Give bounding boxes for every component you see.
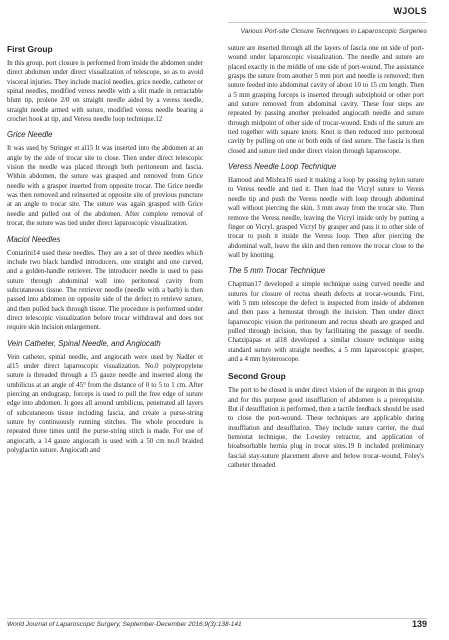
- grice-needle-paragraph: It was used by Stringer et al15 It was inserted into the abdomen at an angle by the side of trocar site to close. Then under direct telescopic vision the needle was placed through both peritoneum and fascia. Within abdomen, the suture was grasped and removed from Grice needle with a grasper inserted from opposite trocar. The Grice needle was then removed and reinserted at opposite site of previous puncture at an angle to trocar site. The suture was again grasped with Grice needle and pulled out of the abdomen. After complete removal of trocar, the suture was tied under direct laparoscopic visualization.: [7, 145, 203, 228]
- journal-abbreviation: WJOLS: [393, 6, 427, 16]
- angiocath-continuation-paragraph: suture are inserted through all the layers of fascia one on side of port-wound under laparoscopic visualization. The needle and suture are placed exactly in the middle of one side of port-wound. The assistance grasps the suture from another 5 mm port and needle is removed; then suture feeded into abdominal cavity of about 10 to 15 cm length. Then a 5 mm grasping forceps is inserted through subxiphoid or other port and suture removed from abdominal cavity. These four steps are repeated by passing another preloaded angiocath needle and suture through midpoint of other side of trocar-wound. Ends of the suture are tied together with square knots. Knot is then reduced into peritoneal cavity by pulling on one or both ends of tied suture. The fascia is then closed and suture tied under direct vision through laparoscope.: [228, 45, 424, 155]
- vein-catheter-heading: Vein Catheter, Spinal Needle, and Angiocath: [7, 338, 161, 348]
- right-column: [228, 44, 424, 470]
- five-mm-trocar-heading: The 5 mm Trocar Technique: [228, 266, 326, 276]
- footer-citation: World Journal of Laparoscopic Surgery, September-December 2016;9(3):138-141: [7, 621, 242, 628]
- second-group-paragraph: The port to be closed is under direct vision of the surgeon in this group and for this purpose good insufflation of abdomen is a prerequisite. But if desufflation is performed, then a tactile feedback should be used to close the port-wound. These techniques are applicable during insufflation and desufflation. They include suture carrier, the dual hemostat technique, the Lowsley retractor, and application of bioabsorbable hernia plug in trocar sites.19 It included preliminary fascial stay-suture placement above and below trocar-wound, Foley's catheter threaded: [228, 387, 424, 470]
- page-number: 139: [411, 619, 427, 629]
- footer-rule: [7, 618, 427, 619]
- grice-needle-heading: Grice Needle: [7, 130, 53, 140]
- vein-catheter-paragraph: Vein catheter, spinal needle, and angiocath were used by Nadler et al15 under direct laparoscopic visualization. No.0 polypropylene suture is threaded through a 15 gauze needle and inserted along the umbilicus at an angle of 45° from the distance of 0 to 5 to 1 cm. After piercing an endograsp, forceps is used to pull the free edge of suture edge into abdomen. It goes all around umbilicus, penetrated all layers of subcutaneous tissue including fascia, and create a purse-string suture by continuously running stitches. The whole procedure is repeated three times until the purse-string stitch is made. For use of angiocath, a 14 gauze angiocath is used with a 50 cm no.0 braided polyglactin suture. Angiocath and: [7, 353, 203, 455]
- first-group-paragraph: In this group, port closure is performed from inside the abdomen under direct abdomen under direct visualization of telescope, so as to avoid visceral injuries. They include maciol needles, grice needle, catheter or spinal needles, modified veress needle with a slit made in retractable blunt tip, prolene 2/0 on straight needle aided by a veress needle, straight needle armed with suture, modified veress needle bearing a crochet hook at tip, and Veress needle loop technique.12: [7, 60, 203, 124]
- running-title: Various Port-site Closure Techniques in Laparoscopic Surgeries: [240, 28, 427, 35]
- maciol-needles-heading: Maciol Needles: [7, 234, 61, 244]
- veress-loop-paragraph: Hamood and Mishra16 used it making a loop by passing nylon suture to Veress needle and tied it. Then load the Vicryl suture to Veress needle tip and push the Veress needle with loop through abdominal wall without piercing the skin, 3 mm away from the trocar site. Then remove the Veress needle, leaving the Vicryl inside only by putting a finger on Vicryl, grasped Vicryl by grasper and pass it to other side of trocar to push it inside the Veress loop. Then after piercing the abdominal wall, leave the skin and then remove the trocar close to the wall by knotting.: [228, 177, 424, 259]
- veress-loop-heading: Veress Needle Loop Technique: [228, 162, 337, 172]
- left-column: [7, 44, 203, 455]
- second-group-heading: Second Group: [228, 371, 286, 382]
- first-group-heading: First Group: [7, 44, 53, 54]
- header-rule: [228, 22, 427, 23]
- maciol-needles-paragraph: Contarini14 used these needles. They are a set of three needles which include two black handled introducers, one straight and one curved, and a golden-handle retriever. The introducer needle is used to pass suture through abdominal wall into peritoneal cavity from subcutaneous tissue. The retriever needle (needle with a barb) is then passed into abdomen on opposite side of the defect to retrieve suture, and then pulled back through tissue. The procedure is performed under direct telescopic visualization before trocar withdrawal and does not require skin incision enlargement.: [7, 249, 203, 332]
- five-mm-trocar-paragraph: Chapman17 developed a simple technique using curved needle and sutures for closure of rectus sheath defects at trocar-wounds. First, with 5 mm telescope the defect is inspected from inside of abdomen and then pass a hemostat through the incision. Then under direct laparoscopic vision the peritoneum and rectus sheath are grasped and pulled through incision, thus by facilitating the passage of needle. Chatzipapas et al18 developed a similar closure technique using standard suture with straight needles, a 5 mm laparoscopic grasper, and a 4 mm hysteroscope.: [228, 281, 424, 363]
